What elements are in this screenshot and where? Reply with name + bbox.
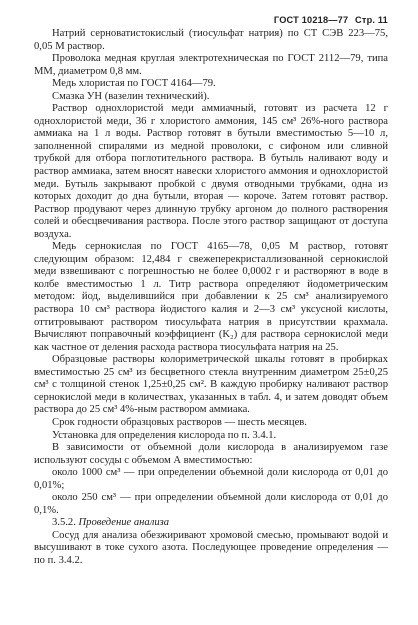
paragraph-reagent-copper-wire: Проволока медная круглая электротехническая по ГОСТ 2112—79, типа ММ, диаметром 0,8 мм. xyxy=(34,53,388,77)
page-number: Стр. 11 xyxy=(355,15,388,25)
page-header xyxy=(274,14,388,27)
paragraph-reference-solutions: Образцовые растворы колориметрической шкалы готовят в пробирках вместимостью 25 см³ из бесцветного стекла внутренним диаметром 25±0,25 см³ с толщиной стенок 1,25±0,25 см². В каждую пробирку наливают раствор сернокислой меди в количествах, указанных в табл. 4, и затем доводят объем раствора до 25 см³ 4%-ным раствором аммиака. xyxy=(34,354,388,416)
paragraph-vessel-preparation: Сосуд для анализа обезжиривают хромовой смесью, промывают водой и высушивают в токе сухого азота. Последующее проведение определения — по п. 3.4.2. xyxy=(34,529,388,566)
paragraph-copper-sulfate-solution: Медь сернокислая по ГОСТ 4165—78, 0,05 М раствор, готовят следующим образом: 12,484 г свежеперекристаллизованной сернокислой меди взвешивают с погрешностью не более 0,0002 г и растворяют в воде в колбе вместимостью 1 л. Титр раствора определяют йодометрическим методом: йод, выделившийся при добавлении к 25 см³ анализируемого раствора 10 см³ раствора йодистого калия и 2—3 см³ уксусной кислоты, оттитровывают раствором тиосульфата натрия в присутствии крахмала. Вычисляют поправочный коэффициент (K₂) для раствора сернокислой меди как частное от деления расхода раствора тиосульфата натрия на 25. xyxy=(34,241,388,353)
section-title: Проведение анализа xyxy=(78,517,170,529)
standard-number: ГОСТ 10218—77 xyxy=(273,15,349,25)
paragraph-vessel-250: около 250 см³ — при определении объемной доли кислорода от 0,01 до 0,1%. xyxy=(34,492,388,516)
paragraph-reagent-copper-chloride: Медь хлористая по ГОСТ 4164—79. xyxy=(52,78,216,90)
paragraph-vessel-1000: около 1000 см³ — при определении объемной доли кислорода от 0,01 до 0,01%; xyxy=(34,467,388,491)
section-heading xyxy=(34,517,388,530)
paragraph-apparatus: Установка для определения кислорода по п. 3.4.1. xyxy=(52,429,277,441)
paragraph-ammonia-solution: Раствор однохлористой меди аммиачный, готовят из расчета 12 г однохлористой меди, 36 г хлористого аммония, 145 см³ 26%-ного раствора аммиака на 1 л воды. Раствор готовят в бутыли вместимостью 5—10 л, заполненной спиралями из медной проволоки, с сифоном или сливной трубкой для отбора поглотительного раствора. В бутыль наливают воду и раствор аммиака, затем вносят навески хлористого аммония и однохлористой меди. Бутыль закрывают пробкой с двумя отводными трубками, одна из которых доходит до дна бутыли, вторая — короче. Затем готовят раствор. Раствор продувают через длинную трубку аргоном до полного растворения солей и обесцвечивания раствора. После этого раствор защищают от доступа воздуха. xyxy=(34,103,388,240)
paragraph-reagent-sodium-thiosulfate: Натрий серноватистокислый (тиосульфат натрия) по СТ СЭВ 223—75, 0,05 М раствор. xyxy=(34,28,388,52)
section-number: 3.5.2. xyxy=(52,517,76,529)
paragraph-reagent-grease: Смазка УН (вазелин технический). xyxy=(52,90,210,102)
paragraph-shelf-life: Срок годности образцовых растворов — шесть месяцев. xyxy=(52,416,307,428)
paragraph-vessel-choice: В зависимости от объемной доли кислорода в анализируемом газе используют сосуды с объемом А вместимостью: xyxy=(34,442,388,466)
